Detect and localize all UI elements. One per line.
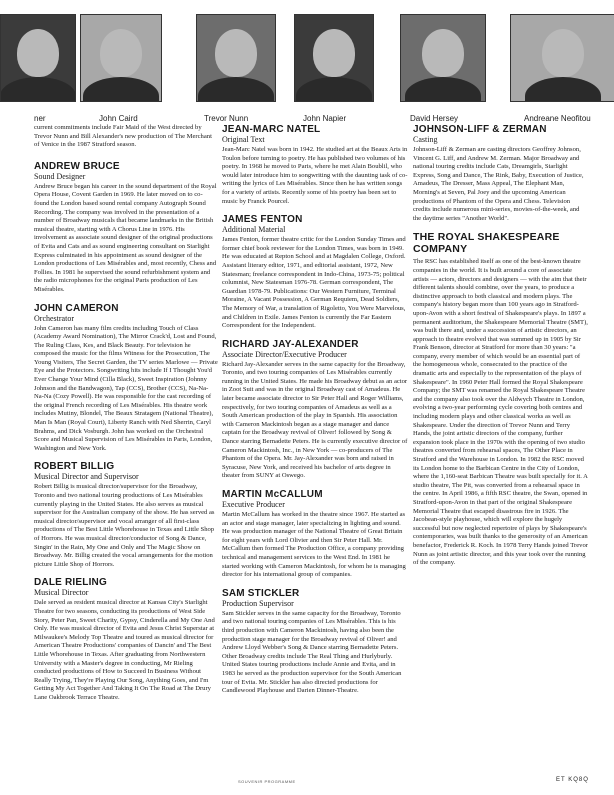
bio-role: Musical Director [34,588,89,598]
column-left [34,124,218,710]
bio-name: ANDREW BRUCE [34,160,120,172]
photo-caption: ner [34,114,46,123]
bio-name: DALE RIELING [34,577,107,589]
bio-role: Executive Producer [222,500,285,509]
bio-text: Johnson-Liff & Zerman are casting directors Geoffrey Johnson, Vincent G. Liff, and Andrew M. Zerman. Major Broadway and national touring credits include Cats, Dreamgirls, Starlight Express, Song and Dance, The Rink, Baby, Execution of Justice, Amadeus, The Dresser, Mass Appeal, The Elephant Man, Morning's at Seven, Pal Joey and the upcoming American productions of Phantom of the Opera and Chess. Television credits include numerous mini-series, movies-of-the-week, and the daytime series "Another World". [413,146,584,222]
bio-name: JAMES FENTON [222,214,303,226]
bio-text: James Fenton, former theatre critic for the London Sunday Times and former chief book reviewer for the London Times, was born in 1949. He was educated at Repton School and at Magdalen College, Oxford. Assistant literary editor, 1971, and editorial assistant, 1972, New Statesman; freelance correspondent in Indo-China, 1973-75; political columnist, New Statesman 1976-78. German correspondent, The Guardian 1978-79. Publications: Our Western Furniture, Terminal Moraine, A Vacant Possession, A German Requiem, Dead Soldiers, The Memory of War, a translation of Rigoletto, You Were Marvelous, and Children in Exile. James Fenton is currently the Far Eastern Correspondent for the Independent. [222,236,406,330]
bio-name: JOHNSON-LIFF & ZERMAN [413,124,547,135]
bio-text: Andrew Bruce began his career in the sound department of the Royal Opera House, Covent Garden in 1969. He later moved on to co-found the London based sound rental company Autograph Sound Recording. The company was involved in the presentation of a number of Broadway musicals that became landmarks in the British musical theatre, starting with A Chorus Line in 1976. His involvement as associate sound designer of the original productions of Evita and Cats and as sound engineering consultant on Starlight Express culminated in his appointment as sound designer of the London productions of Les Misérables and, most recently, Chess and Follies. In 1981 he supervised the sound refurbishment system and the radio microphones for the original Paris production of Les Misérables. [34,182,217,293]
bio-role: Orchestrator [34,313,74,323]
photo-caption: John Caird [99,114,138,123]
bio-name: SAM STICKLER [222,587,300,599]
continued-text: current commitments include Fair Maid of the West directed by Trevor Nunn and Bill Alexander's new production of The Merchant of Venice in the 1987 Stratford season. [34,124,212,149]
column-right [413,124,589,576]
bio-role: Original Text [222,135,265,144]
bio-text: The RSC has established itself as one of the best-known theatre companies in the world. It is built around a core of associate artists — actors, directors and designers — with the aim that their different talents should combine, over the years, to produce a distinctive approach to both classical and modern plays. The company's history began more than 100 years ago in Stratford-upon-Avon with a short festival of Shakespeare's plays. In 1897 a permanent auditorium, the Shakespeare Memorial Theatre (SMT), was built there and, under a succession of artistic directors, an approach to theatre evolved that was summed up in 1905 by Sir Frank Benson, director at Stratford for more than 30 years: "a company, every member of which would be an essential part of the homogeneous whole, consecrated to the practice of the dramatic arts and especially to the representation of the plays of Shakespeare". In 1960 Peter Hall formed the Royal Shakespeare Company; the SMT was renamed the Royal Shakespeare Theatre and the company also took over the Aldwych Theatre in London, evolving a two-year performing cycle covering both centres and including modern plays and other classical works as well as Shakespeare. Under the direction of Trevor Nunn and Terry Hands, the joint artistic directors of the company, further expansion took place in the 1970s with the opening of two studio theatres converted from rehearsal spaces, The Other Place in Stratford and the Warehouse in London. In 1982 the RSC moved its London home to the Barbican Centre in the City of London, where the 1,160-seat Barbican Theatre was built specially for it. A studio theatre, The Pit, was converted from a rehearsal space in the centre. In April 1986, a fifth RSC theatre, the Swan, opened in Stratford-upon-Avon in that part of the original Shakespeare Memorial Theatre that escaped disastrous fire in 1926. The Jacobean-style playhouse, which will explore the hugely successful but now neglected repertoire of plays by Shakespeare's contemporaries, was built thanks to the generosity of an American benefactor, Frederick R. Koch. In 1978 Terry Hands joined Trevor Nunn as joint artistic director, and this year took over the running of the company. [413,258,588,567]
bio-text: Sam Stickler serves in the same capacity for the Broadway, Toronto and two national touring companies of Les Misérables. This is his third production with Cameron Mackintosh, having also been the production stage manager for the Broadway revival of Oliver! and Andrew Lloyd Webber's Song & Dance starring Bernadette Peters. Other Broadway credits include The Real Thing and Hurlyburly. United States touring productions include Annie and Evita, and in 1983 he served as the production supervisor for the South American tour of Evita. Mr. Stickler has also directed productions for Candlewood Playhouse and Darien Dinner-Theatre. [222,609,402,695]
bio-text: Richard Jay-Alexander serves in the same capacity for the Broadway, Toronto, and two touring companies of Les Misérables currently running in the United States. He made his Broadway debut as an actor in Zoot Suit and was in the original Broadway cast of Amadeus. He later became associate director to Sir Peter Hall and Roger Williams, respectively, for two touring companies of Amadeus as well as a South American production of the play in Spanish. His association with Cameron Mackintosh began as a stage manager and dance captain for the Broadway revival of Oliver! followed by Song & Dance starring Bernadette Peters. He is currently executive director of Cameron Mackintosh, Inc., in New York — co-producers of The Phantom of the Opera. Mr. Jay-Alexander was born and raised in Syracuse, New York, and received his bachelor of arts degree in theater from SUNY at Oswego. [222,360,408,480]
photo-caption: Trevor Nunn [204,114,249,123]
photo-caption: John Napier [303,114,347,123]
bio-text: John Cameron has many film credits including Touch of Class (Academy Award Nomination), The Mirror Crack'd, Lost and Found, The Ruling Class, Kes, and Black Beauty. For television he composed the music for the films Witness for the Prosecution, The Young Visiters, The Secret Garden, the TV series Marlowe — Private Eye and the Protectors. Songwriting hits include If I Thought You'd Ever Change Your Mind (Cilla Black), Sweet Inspiration (Johnny Johnson and the Bandwagon), Tap (CCS), Brother (CCS), Na-Na-Na-Na (Cozy Powell). He was responsible for the cast recording of the original French recording of Les Misérables. His theatre work includes Mutiny, Blondel, The Beaux Stratagem (National Theatre), Man Is Man (Royal Court), Liberty Ranch with Ned Sherrin, Caryl Brahms, and Dick Vosburgh. John has worked on the Orchestral Score and Musical Supervision of Les Misérables in Paris, London, Washington and New York. [34,324,218,452]
photo-caption: Andreane Neofitou [524,114,591,123]
footer-code: ET KQ8Q [556,777,589,783]
portrait-photo [510,14,614,102]
bio-text: Jean-Marc Natel was born in 1942. He studied art at the Beaux Arts in Toulon before turning to poetry. He has published two volumes of his poetry. In 1968 he moved to Paris, where he met Alain Boublil, who would later introduce him to songwriting with the daunting task of co-writing the lyrics of Les Misérables. Since then he has written songs for a variety of artists. Recently some of his poetry has been set to music by Franck Pourcel. [222,146,408,205]
bio-name: ROBERT BILLIG [34,461,115,473]
bio-text: Dale served as resident musical director at Kansas City's Starlight Theatre for two seasons, conducting its productions of West Side Story, Peter Pan, Sweet Charity, Gypsy, Cinderella and My One And Only. He was musical director of Evita and Jesus Christ Superstar at Milwaukee's Melody Top Theatre and toured as musical director for American Theatre Productions' companies of Dancin' and The Best Little Whorehouse in Texas. After graduating from Northwestern University with a Master's degree in conducting, Mr Rieling conducted productions of How to Succeed In Business Without Really Trying, They're Playing Our Song, Anything Goes, and I'm Getting My Act Together And Taking It On The Road at The Drury Lane Oakbrook Terrace Theatre. [34,599,215,701]
section-heading: THE ROYAL SHAKESPEARE COMPANY [413,231,560,256]
bio-role: Musical Director and Supervisor [34,472,139,482]
portrait-photo [0,14,76,102]
column-middle [222,124,408,704]
bio-role: Production Supervisor [222,598,294,608]
photo-caption: David Hersey [410,114,459,123]
bio-name: JOHN CAMERON [34,302,119,314]
bio-text: Martin McCallum has worked in the theatre since 1967. He started as an actor and stage manager, later specializing in lighting and sound. He was production manager of the National Theatre of Great Britain for eight years with Lord Olivier and then Sir Peter Hall. Mr. McCallum then formed The Production Office, a company providing technical and management services to the West End. In 1981 he started working with Cameron Mackintosh, for whom he is managing director for his international group of companies. [222,511,406,579]
portrait-photo [196,14,276,102]
bio-name: MARTIN McCALLUM [222,489,323,500]
portrait-photo [400,14,486,102]
bio-text: Robert Billig is musical director/supervisor for the Broadway, Toronto and two national touring productions of Les Misérables currently playing in the United States. He also serves as musical supervisor for the Australian company of the show. He has served as musical director/supervisor and vocal arranger of all first-class productions of The Best Little Whorehouse in Texas and Little Shop of Horrors. He was musical director/conductor of Song & Dance, Singin' in the Rain, My One and Only and The Magic Show on Broadway. Mr. Billig created the vocal arrangements for the motion picture Little Shop of Horrors. [34,483,215,568]
bio-role: Casting [413,135,438,144]
bio-role: Sound Designer [34,171,86,181]
portrait-photo [294,14,374,102]
bio-name: JEAN-MARC NATEL [222,124,321,135]
bio-role: Associate Director/Executive Producer [222,349,347,359]
footer-imprint: SOUVENIR PROGRAMME [238,779,296,784]
bio-name: RICHARD JAY-ALEXANDER [222,338,359,350]
bio-role: Additional Material [222,225,286,235]
page-footer [0,776,614,788]
photo-strip [0,14,614,123]
portrait-photo [80,14,162,102]
